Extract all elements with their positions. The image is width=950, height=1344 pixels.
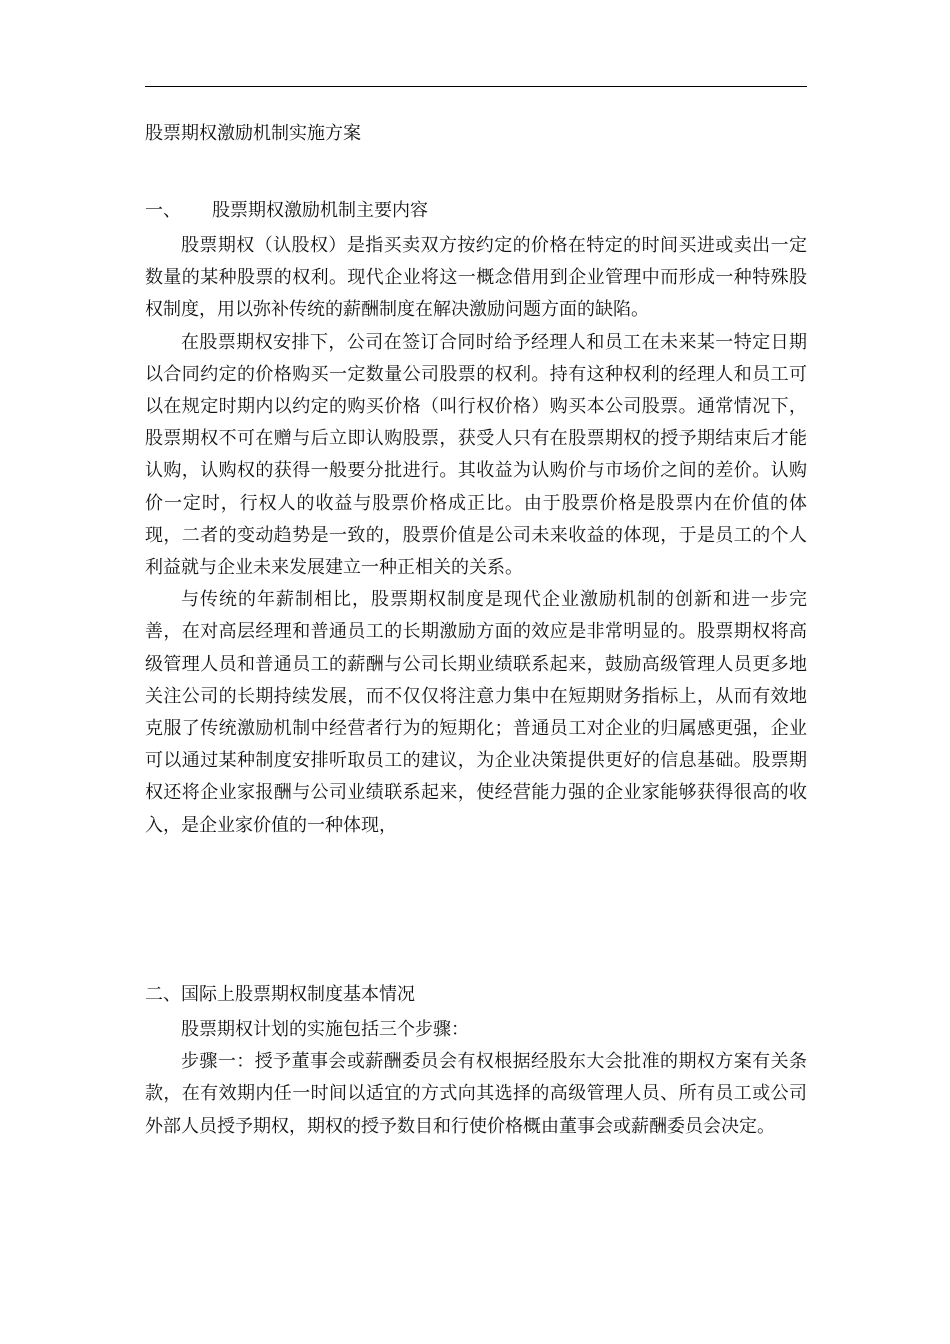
section-1-number: 一、 [145, 200, 181, 221]
paragraph: 步骤一：授予董事会或薪酬委员会有权根据经股东大会批准的期权方案有关条款，在有效期内任一时间以适宜的方式向其选择的高级管理人员、所有员工或公司外部人员授予期权，期权的授予数目和行使价格概由董事会或薪酬委员会决定。 [145, 1051, 807, 1137]
header-rule [145, 86, 807, 87]
section-1-body [145, 230, 807, 842]
paragraph: 股票期权计划的实施包括三个步骤： [181, 1019, 469, 1040]
section-1-heading [145, 199, 428, 223]
section-2-heading: 二、国际上股票期权制度基本情况 [145, 984, 415, 1005]
paragraph: 在股票期权安排下，公司在签订合同时给予经理人和员工在未来某一特定日期以合同约定的价格购买一定数量公司股票的权利。持有这种权利的经理人和员工可以在规定时期内以约定的购买价格（叫行权价格）购买本公司股票。通常情况下，股票期权不可在赠与后立即认购股票，获受人只有在股票期权的授予期结束后才能认购，认购权的获得一般要分批进行。其收益为认购价与市场价之间的差价。认购价一定时，行权人的收益与股票价格成正比。由于股票价格是股票内在价值的体现，二者的变动趋势是一致的，股票价值是公司未来收益的体现，于是员工的个人利益就与企业未来发展建立一种正相关的关系。 [145, 331, 807, 579]
section-1-title: 股票期权激励机制主要内容 [212, 200, 428, 221]
paragraph: 与传统的年薪制相比，股票期权制度是现代企业激励机制的创新和进一步完善，在对高层经理和普通员工的长期激励方面的效应是非常明显的。股票期权将高级管理人员和普通员工的薪酬与公司长期业绩联系起来，鼓励高级管理人员更多地关注公司的长期持续发展，而不仅仅将注意力集中在短期财务指标上，从而有效地克服了传统激励机制中经营者行为的短期化；普通员工对企业的归属感更强，企业可以通过某种制度安排听取员工的建议，为企业决策提供更好的信息基础。股票期权还将企业家报酬与公司业绩联系起来，使经营能力强的企业家能够获得很高的收入，是企业家价值的一种体现， [145, 589, 807, 836]
section-2-body [145, 1014, 807, 1143]
paragraph: 股票期权（认股权）是指买卖双方按约定的价格在特定的时间买进或卖出一定数量的某种股票的权利。现代企业将这一概念借用到企业管理中而形成一种特殊股权制度，用以弥补传统的薪酬制度在解决激励问题方面的缺陷。 [145, 235, 807, 321]
document-title: 股票期权激励机制实施方案 [145, 123, 361, 144]
